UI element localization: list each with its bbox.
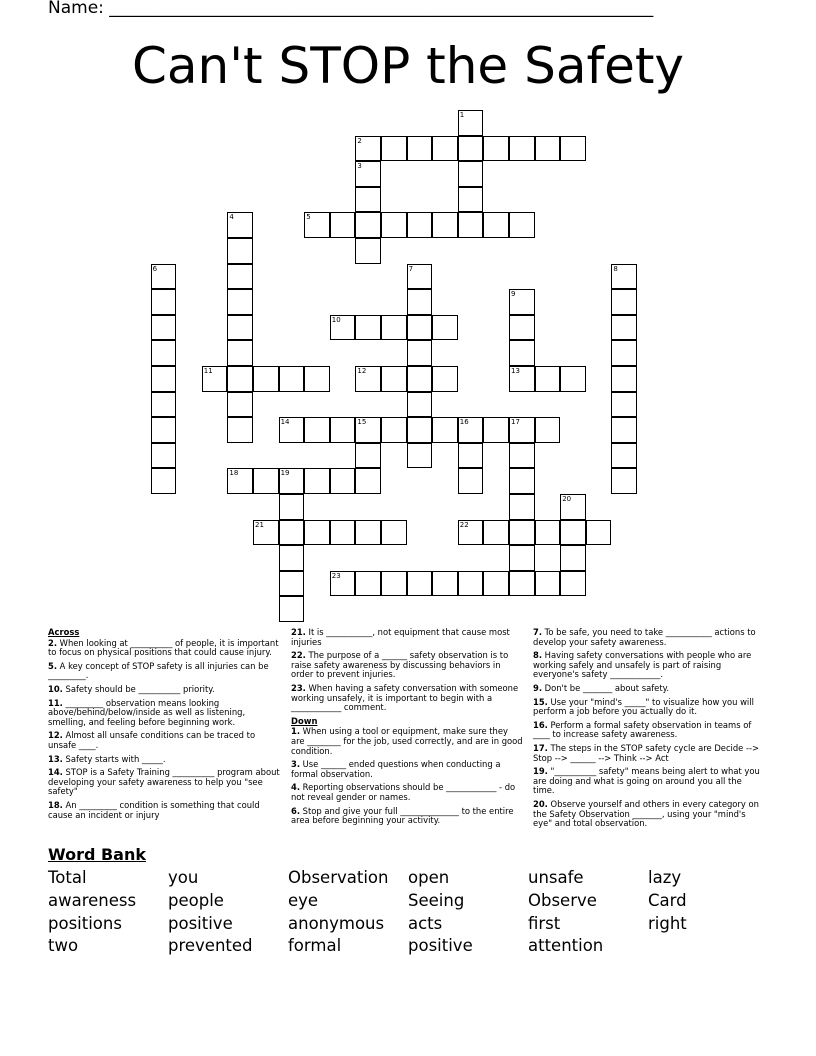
crossword-cell[interactable] bbox=[381, 366, 407, 392]
crossword-cell[interactable] bbox=[560, 366, 586, 392]
crossword-cell[interactable] bbox=[279, 545, 305, 571]
crossword-cell[interactable] bbox=[432, 136, 458, 162]
crossword-cell[interactable] bbox=[483, 571, 509, 597]
clue: 3. Use ______ ended questions when conducting a formal observation. bbox=[291, 759, 501, 779]
crossword-cell[interactable] bbox=[458, 161, 484, 187]
crossword-cell[interactable] bbox=[611, 315, 637, 341]
crossword-cell[interactable] bbox=[432, 315, 458, 341]
clue-number: 6 bbox=[152, 264, 158, 273]
crossword-cell[interactable] bbox=[509, 315, 535, 341]
name-line[interactable]: Name: ________________________________________________________________ bbox=[48, 0, 654, 18]
crossword-cell[interactable] bbox=[279, 494, 305, 520]
clue: 5. A key concept of STOP safety is all injuries can be _________. bbox=[48, 660, 269, 681]
crossword-cell[interactable] bbox=[355, 315, 381, 341]
clue-number: 11 bbox=[203, 367, 213, 375]
crossword-cell[interactable] bbox=[458, 571, 484, 597]
clue-number: 13 bbox=[511, 367, 520, 375]
crossword-cell[interactable] bbox=[227, 468, 253, 494]
clue-number: 20 bbox=[562, 495, 572, 503]
crossword-cell[interactable] bbox=[407, 417, 433, 443]
crossword-cell[interactable] bbox=[304, 520, 330, 546]
crossword-cell[interactable] bbox=[227, 212, 253, 238]
clue: 13. Safety starts with _____. bbox=[48, 753, 166, 764]
word-bank-word: positive bbox=[168, 914, 233, 933]
clue: 7. To be safe, you need to take ___________ actions to develop your safety awareness. bbox=[533, 627, 756, 647]
clue: 19. "__________ safety" means being alert to what you are doing and what is going on around you all the time. bbox=[533, 766, 760, 796]
crossword-cell[interactable] bbox=[381, 136, 407, 162]
clue-number: 18 bbox=[229, 469, 239, 478]
clue: 18. An _________ condition is something that could cause an incident or injury bbox=[48, 799, 260, 820]
crossword-cell[interactable] bbox=[458, 520, 484, 546]
word-bank-word: Seeing bbox=[408, 891, 465, 910]
crossword-cell[interactable] bbox=[407, 289, 433, 315]
clues-column-3 bbox=[533, 628, 763, 833]
clue-number: 16 bbox=[459, 418, 469, 427]
crossword-cell[interactable] bbox=[458, 417, 484, 443]
crossword-cell[interactable] bbox=[458, 187, 484, 213]
crossword-cell[interactable] bbox=[227, 340, 253, 366]
crossword-cell[interactable] bbox=[253, 366, 279, 392]
crossword-cell[interactable] bbox=[253, 468, 279, 494]
crossword-cell[interactable] bbox=[304, 212, 330, 238]
crossword-cell[interactable] bbox=[279, 366, 305, 392]
clue-number: 10 bbox=[331, 315, 341, 324]
crossword-cell[interactable] bbox=[355, 366, 381, 392]
word-bank-word: open bbox=[408, 868, 450, 887]
crossword-cell[interactable] bbox=[509, 443, 535, 469]
clue: 4. Reporting observations should be ____________ - do not reveal gender or names. bbox=[291, 782, 516, 802]
crossword-cell[interactable] bbox=[381, 520, 407, 546]
crossword-cell[interactable] bbox=[407, 212, 433, 238]
crossword-cell[interactable] bbox=[227, 238, 253, 264]
clue: 15. Use your "mind's _____" to visualize how you will perform a job before you actually do it. bbox=[533, 696, 754, 717]
crossword-cell[interactable] bbox=[355, 161, 381, 187]
clues-column-2 bbox=[291, 628, 523, 830]
crossword-cell[interactable] bbox=[611, 289, 637, 315]
crossword-cell[interactable] bbox=[151, 417, 177, 443]
clue: 21. It is ___________, not equipment that cause most injuries bbox=[291, 627, 510, 647]
crossword-cell[interactable] bbox=[151, 264, 177, 290]
clue-number: 14 bbox=[280, 418, 290, 427]
clue-number: 8 bbox=[613, 264, 618, 273]
word-bank-word: unsafe bbox=[528, 868, 584, 887]
crossword-cell[interactable] bbox=[535, 571, 561, 597]
crossword-cell[interactable] bbox=[432, 417, 458, 443]
word-bank-word: Observation bbox=[288, 868, 389, 887]
crossword-cell[interactable] bbox=[227, 417, 253, 443]
crossword-cell[interactable] bbox=[355, 520, 381, 546]
crossword-cell[interactable] bbox=[355, 417, 381, 443]
clue: 10. Safety should be __________ priority. bbox=[48, 683, 215, 694]
clue: 2. When looking at __________ of people, it is important to focus on physical positions that could cause injury. bbox=[48, 637, 279, 658]
crossword-cell[interactable] bbox=[355, 468, 381, 494]
crossword-cell[interactable] bbox=[560, 520, 586, 546]
crossword-cell[interactable] bbox=[611, 392, 637, 418]
clue: 8. Having safety conversations with people who are working safely and unsafely is part of raising everyone's safety ____________. bbox=[533, 650, 752, 680]
crossword-cell[interactable] bbox=[611, 443, 637, 469]
clue: 17. The steps in the STOP safety cycle are Decide --> Stop --> ______ --> Think --> Act bbox=[533, 742, 760, 763]
crossword-cell[interactable] bbox=[509, 212, 535, 238]
crossword-cell[interactable] bbox=[151, 366, 177, 392]
word-bank-title: Word Bank bbox=[48, 845, 147, 864]
clue: 9. Don't be _______ about safety. bbox=[533, 682, 670, 693]
crossword-cell[interactable] bbox=[611, 417, 637, 443]
crossword-cell[interactable] bbox=[355, 136, 381, 162]
crossword-cell[interactable] bbox=[381, 417, 407, 443]
crossword-cell[interactable] bbox=[355, 571, 381, 597]
crossword-cell[interactable] bbox=[509, 571, 535, 597]
crossword-cell[interactable] bbox=[611, 264, 637, 290]
word-bank-word: awareness bbox=[48, 891, 137, 910]
crossword-cell[interactable] bbox=[407, 443, 433, 469]
crossword-cell[interactable] bbox=[483, 520, 509, 546]
clue-number: 19 bbox=[280, 469, 290, 478]
crossword-cell[interactable] bbox=[432, 212, 458, 238]
word-bank-word: prevented bbox=[168, 936, 253, 955]
crossword-cell[interactable] bbox=[202, 366, 228, 392]
clue-number: 15 bbox=[357, 418, 367, 427]
crossword-cell[interactable] bbox=[355, 187, 381, 213]
crossword-cell[interactable] bbox=[407, 366, 433, 392]
crossword-cell[interactable] bbox=[151, 443, 177, 469]
word-bank-word: formal bbox=[288, 936, 342, 955]
crossword-cell[interactable] bbox=[458, 110, 484, 136]
word-bank-word: people bbox=[168, 891, 224, 910]
clue-number: 2 bbox=[357, 136, 362, 145]
clue: 22. The purpose of a ______ safety observation is to raise safety awareness by discussing behaviors in order to prevent injuries. bbox=[291, 650, 509, 680]
crossword-cell[interactable] bbox=[509, 340, 535, 366]
crossword-cell[interactable] bbox=[355, 212, 381, 238]
page-title: Can't STOP the Safety bbox=[131, 37, 685, 95]
crossword-cell[interactable] bbox=[279, 520, 305, 546]
across-heading: Across bbox=[48, 627, 80, 637]
clue-number: 21 bbox=[255, 520, 264, 529]
crossword-cell[interactable] bbox=[151, 315, 177, 341]
down-heading: Down bbox=[291, 715, 318, 726]
crossword-cell[interactable] bbox=[407, 340, 433, 366]
crossword-cell[interactable] bbox=[330, 212, 356, 238]
crossword-cell[interactable] bbox=[279, 571, 305, 597]
crossword-cell[interactable] bbox=[227, 392, 253, 418]
word-bank-word: eye bbox=[288, 891, 319, 910]
clue: 23. When having a safety conversation with someone working unsafely, it is important to begin with a ____________ comment. bbox=[291, 682, 519, 713]
crossword-cell[interactable] bbox=[509, 545, 535, 571]
clues-column-1 bbox=[48, 628, 280, 824]
crossword-cell[interactable] bbox=[458, 136, 484, 162]
crossword-cell[interactable] bbox=[586, 520, 612, 546]
crossword-cell[interactable] bbox=[407, 264, 433, 290]
crossword-cell[interactable] bbox=[381, 315, 407, 341]
word-bank-word: attention bbox=[528, 936, 604, 955]
clue-number: 1 bbox=[459, 111, 465, 119]
clue: 12. Almost all unsafe conditions can be traced to unsafe ____. bbox=[48, 730, 256, 750]
crossword-cell[interactable] bbox=[509, 289, 535, 315]
crossword-cell[interactable] bbox=[611, 468, 637, 494]
clue: 6. Stop and give your full ______________ to the entire area before beginning your activity. bbox=[291, 805, 514, 826]
crossword-cell[interactable] bbox=[611, 340, 637, 366]
crossword-cell[interactable] bbox=[483, 212, 509, 238]
word-bank-word: positions bbox=[48, 914, 122, 933]
word-bank-word: Total bbox=[48, 868, 87, 887]
crossword-cell[interactable] bbox=[330, 315, 356, 341]
crossword-cell[interactable] bbox=[483, 417, 509, 443]
crossword-cell[interactable] bbox=[330, 571, 356, 597]
crossword-cell[interactable] bbox=[535, 136, 561, 162]
crossword-cell[interactable] bbox=[560, 571, 586, 597]
crossword-cell[interactable] bbox=[560, 545, 586, 571]
crossword-cell[interactable] bbox=[509, 468, 535, 494]
clue-number: 9 bbox=[511, 290, 516, 299]
crossword-cell[interactable] bbox=[458, 212, 484, 238]
clue-number: 4 bbox=[229, 213, 234, 222]
crossword-cell[interactable] bbox=[330, 520, 356, 546]
crossword-cell[interactable] bbox=[304, 468, 330, 494]
crossword-cell[interactable] bbox=[611, 366, 637, 392]
crossword-cell[interactable] bbox=[535, 366, 561, 392]
crossword-cell[interactable] bbox=[483, 136, 509, 162]
crossword-cell[interactable] bbox=[458, 443, 484, 469]
crossword-cell[interactable] bbox=[560, 494, 586, 520]
crossword-cell[interactable] bbox=[151, 340, 177, 366]
word-bank-word: right bbox=[648, 914, 687, 933]
word-bank-word: lazy bbox=[648, 868, 682, 887]
crossword-cell[interactable] bbox=[253, 520, 279, 546]
clue-number: 17 bbox=[511, 418, 520, 427]
crossword-cell[interactable] bbox=[330, 468, 356, 494]
clue: 11. _________ observation means looking above/behind/below/inside as well as listening, smelling, and feeling before beginning work. bbox=[48, 697, 246, 727]
crossword-cell[interactable] bbox=[151, 289, 177, 315]
clue-number: 3 bbox=[357, 162, 362, 171]
word-bank-word: anonymous bbox=[288, 914, 385, 933]
crossword-cell[interactable] bbox=[227, 366, 253, 392]
word-bank-word: Card bbox=[648, 891, 687, 910]
crossword-cell[interactable] bbox=[151, 468, 177, 494]
crossword-cell[interactable] bbox=[227, 264, 253, 290]
crossword-cell[interactable] bbox=[407, 136, 433, 162]
crossword-cell[interactable] bbox=[381, 571, 407, 597]
crossword-cell[interactable] bbox=[432, 366, 458, 392]
crossword-cell[interactable] bbox=[535, 520, 561, 546]
crossword-cell[interactable] bbox=[151, 392, 177, 418]
crossword-cell[interactable] bbox=[355, 443, 381, 469]
crossword-cell[interactable] bbox=[535, 417, 561, 443]
crossword-cell[interactable] bbox=[279, 417, 305, 443]
crossword-cell[interactable] bbox=[279, 468, 305, 494]
crossword-cell[interactable] bbox=[509, 417, 535, 443]
crossword-cell[interactable] bbox=[330, 417, 356, 443]
word-bank-word: Observe bbox=[528, 891, 597, 910]
crossword-cell[interactable] bbox=[407, 571, 433, 597]
clue: 16. Perform a formal safety observation in teams of ____ to increase safety awareness. bbox=[533, 719, 752, 740]
clue-number: 7 bbox=[408, 264, 414, 273]
clue-number: 22 bbox=[459, 520, 469, 529]
clue: 20. Observe yourself and others in every category on the Safety Observation _______, using your "mind's eye" and total observation. bbox=[533, 798, 759, 829]
word-bank-word: positive bbox=[408, 936, 473, 955]
crossword-cell[interactable] bbox=[381, 212, 407, 238]
crossword-cell[interactable] bbox=[304, 366, 330, 392]
crossword-cell[interactable] bbox=[432, 571, 458, 597]
crossword-cell[interactable] bbox=[509, 136, 535, 162]
crossword-cell[interactable] bbox=[509, 520, 535, 546]
clue-number: 23 bbox=[331, 571, 341, 580]
clue-number: 12 bbox=[357, 367, 367, 375]
clue: 14. STOP is a Safety Training __________ program about developing your safety awareness to help you "see safety" bbox=[48, 767, 280, 797]
word-bank-word: acts bbox=[408, 914, 443, 933]
crossword-cell[interactable] bbox=[227, 289, 253, 315]
word-bank-word: two bbox=[48, 936, 79, 955]
crossword-cell[interactable] bbox=[227, 315, 253, 341]
clue: 1. When using a tool or equipment, make sure they are ________ for the job, used correctly, and are in good condition. bbox=[291, 726, 523, 756]
clue-number: 5 bbox=[306, 213, 311, 222]
crossword-cell[interactable] bbox=[355, 238, 381, 264]
crossword-cell[interactable] bbox=[458, 468, 484, 494]
crossword-cell[interactable] bbox=[407, 392, 433, 418]
crossword-cell[interactable] bbox=[509, 366, 535, 392]
crossword-cell[interactable] bbox=[509, 494, 535, 520]
crossword-cell[interactable] bbox=[407, 315, 433, 341]
crossword-cell[interactable] bbox=[279, 596, 305, 622]
word-bank-word: you bbox=[168, 868, 199, 887]
word-bank-word: first bbox=[528, 914, 561, 933]
crossword-cell[interactable] bbox=[560, 136, 586, 162]
crossword-cell[interactable] bbox=[304, 417, 330, 443]
